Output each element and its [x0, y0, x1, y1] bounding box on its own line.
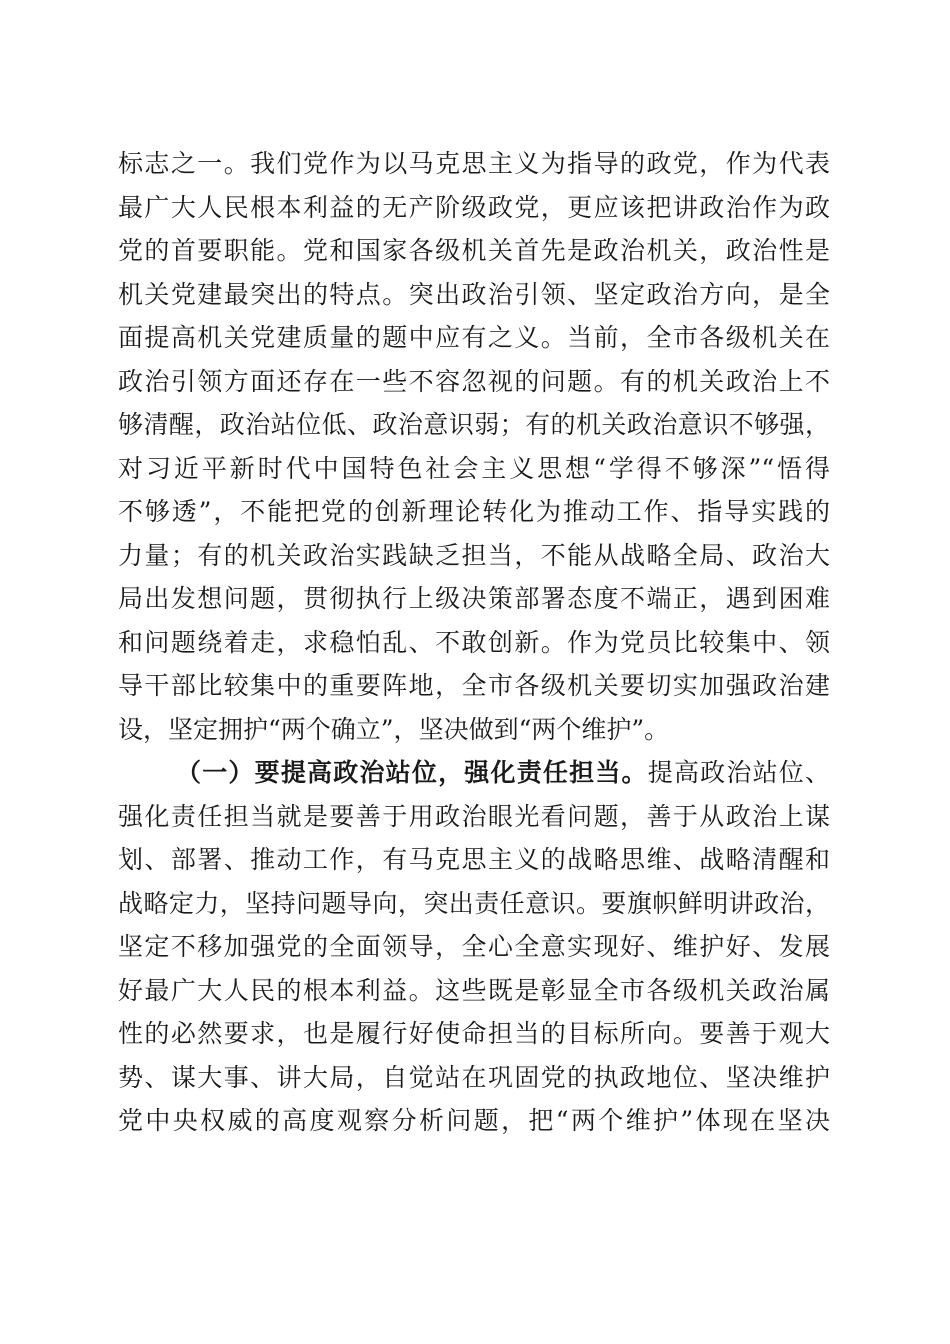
section-heading: （一）要提高政治站位，强化责任担当。 — [176, 758, 648, 787]
text-line: 对习近平新时代中国特色社会主义思想“学得不够深”“悟得 — [118, 453, 830, 483]
text-line: 机关党建最突出的特点。突出政治引领、坚定政治方向，是全 — [118, 279, 830, 309]
text-line: 力量；有的机关政治实践缺乏担当，不能从战略全局、政治大 — [118, 540, 830, 570]
text-line: 设，坚定拥护“两个确立”，坚决做到“两个维护”。 — [118, 714, 670, 744]
text-line: 划、部署、推动工作，有马克思主义的战略思维、战略清醒和 — [118, 845, 830, 874]
text-line: 面提高机关党建质量的题中应有之义。当前，全市各级机关在 — [118, 323, 830, 352]
body-text — [118, 142, 830, 1143]
section-heading-line — [118, 751, 830, 795]
text-line: 党的首要职能。党和国家各级机关首先是政治机关，政治性是 — [118, 236, 830, 265]
text-line: 够清醒，政治站位低、政治意识弱；有的机关政治意识不够强， — [118, 410, 830, 439]
paragraph-political-leadership — [118, 142, 830, 751]
text-line: 坚定不移加强党的全面领导，全心全意实现好、维护好、发展 — [118, 932, 830, 961]
text-line: 强化责任担当就是要善于用政治眼光看问题，善于从政治上谋 — [118, 801, 830, 831]
text-line: 势、谋大事、讲大局，自觉站在巩固党的执政地位、坚决维护 — [118, 1062, 830, 1092]
text-line: 党中央权威的高度观察分析问题，把“两个维护”体现在坚决 — [118, 1106, 830, 1135]
text-line: 政治引领方面还存在一些不容忽视的问题。有的机关政治上不 — [118, 366, 830, 396]
text-line: 和问题绕着走，求稳怕乱、不敢创新。作为党员比较集中、领 — [118, 627, 830, 657]
text-line: 导干部比较集中的重要阵地，全市各级机关要切实加强政治建 — [118, 671, 830, 700]
text-line: 战略定力，坚持问题导向，突出责任意识。要旗帜鲜明讲政治， — [118, 888, 830, 918]
text-line: 局出发想问题，贯彻执行上级决策部署态度不端正，遇到困难 — [118, 584, 830, 613]
text-line: 不够透”，不能把党的创新理论转化为推动工作、指导实践的 — [118, 497, 830, 526]
text-run: 提高政治站位、 — [647, 758, 830, 787]
text-line: 标志之一。我们党作为以马克思主义为指导的政党，作为代表 — [118, 149, 830, 178]
paragraph-section-one — [118, 751, 830, 1143]
text-line: 最广大人民根本利益的无产阶级政党，更应该把讲政治作为政 — [118, 192, 830, 222]
text-line: 性的必然要求，也是履行好使命担当的目标所向。要善于观大 — [118, 1019, 830, 1048]
text-line: 好最广大人民的根本利益。这些既是彰显全市各级机关政治属 — [118, 975, 830, 1005]
